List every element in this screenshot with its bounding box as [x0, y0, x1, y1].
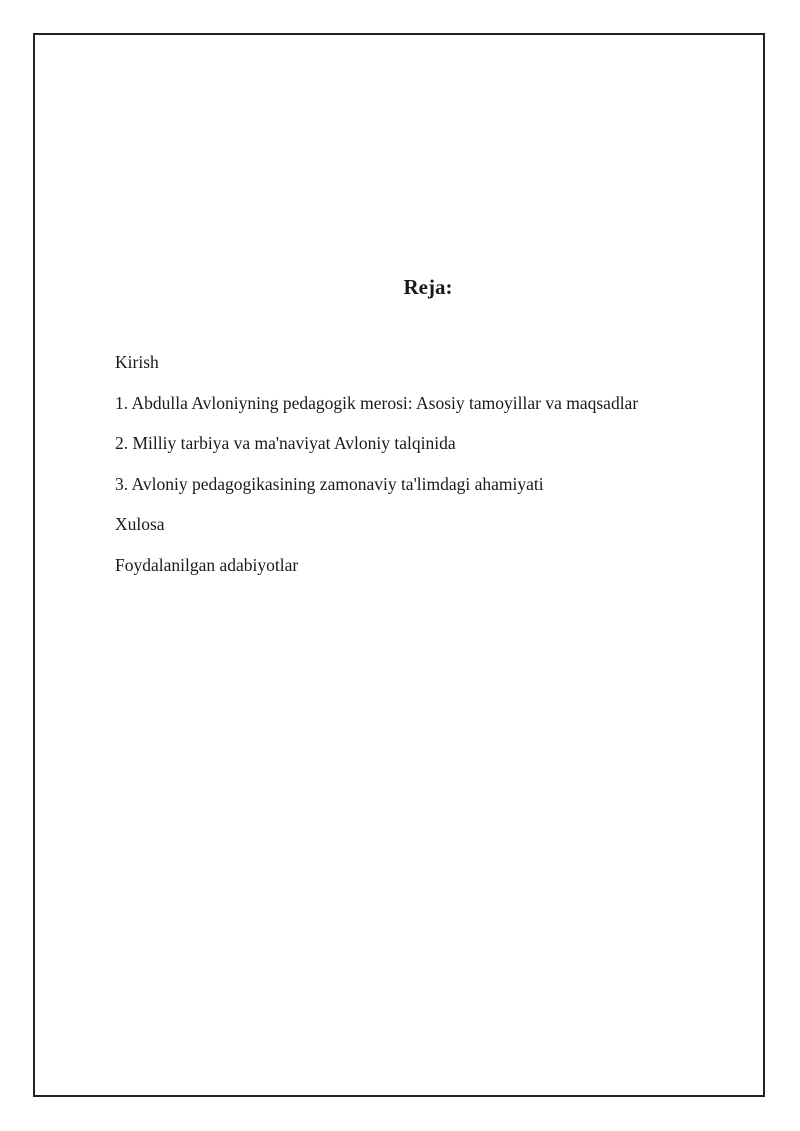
- plan-item-conclusion: Xulosa: [115, 514, 165, 534]
- plan-list: [115, 349, 638, 592]
- plan-title: Reja:: [403, 275, 453, 299]
- plan-item-1: 1. Abdulla Avloniyning pedagogik merosi: Asosiy tamoyillar va maqsadlar: [115, 392, 639, 413]
- plan-item-2: 2. Milliy tarbiya va ma'naviyat Avloniy talqinida: [115, 433, 456, 453]
- plan-item-references: Foydalanilgan adabiyotlar: [115, 554, 299, 575]
- plan-item-introduction: Kirish: [115, 352, 159, 372]
- plan-item-3: 3. Avloniy pedagogikasining zamonaviy ta'limdagi ahamiyati: [115, 473, 544, 494]
